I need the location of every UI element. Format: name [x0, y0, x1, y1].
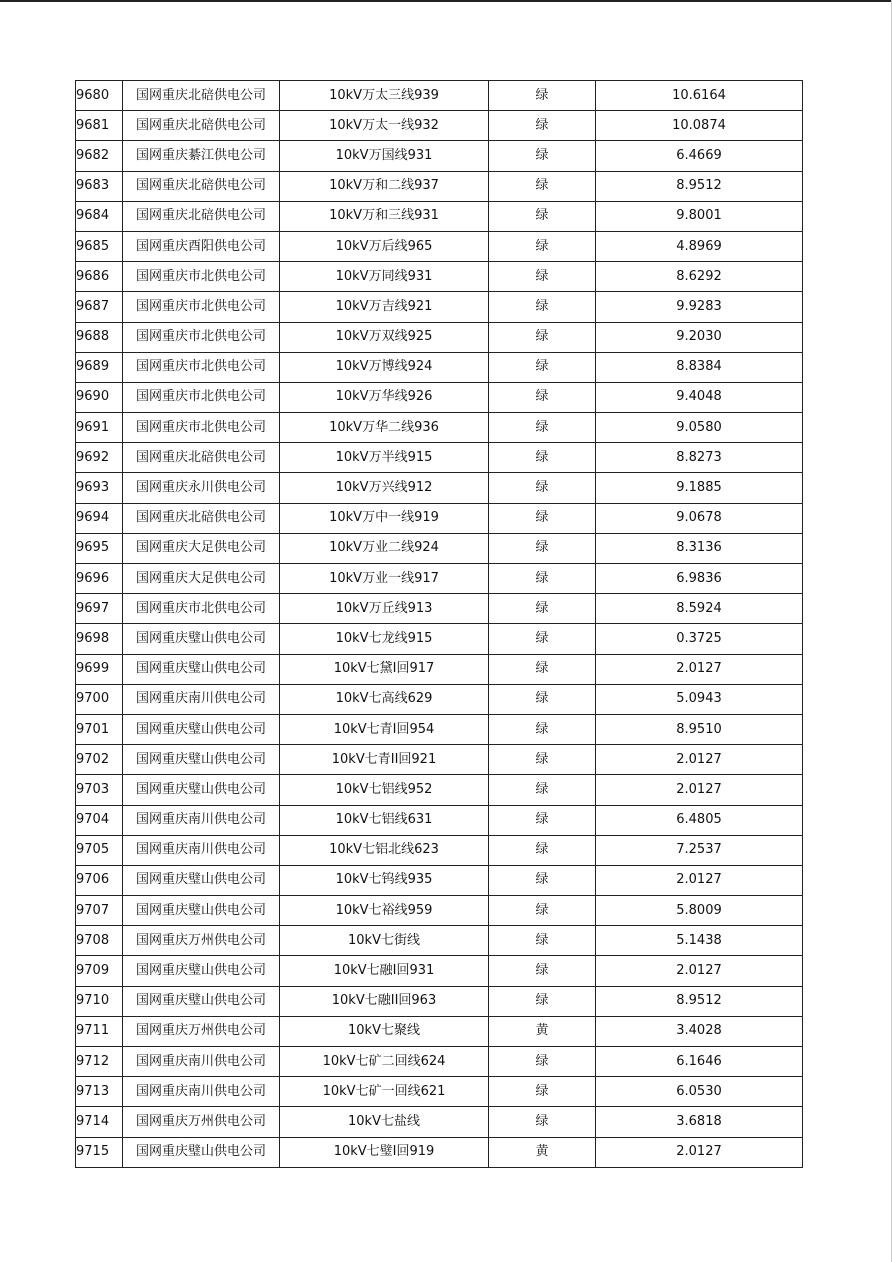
table-row: [76, 352, 803, 382]
company-cell: 国网重庆璧山供电公司: [123, 714, 280, 744]
value-cell: 6.0530: [596, 1077, 803, 1107]
status-cell: 绿: [489, 141, 596, 171]
company-cell: 国网重庆璧山供电公司: [123, 896, 280, 926]
status-cell: 绿: [489, 956, 596, 986]
line-name-cell: 10kV万中一线919: [280, 503, 489, 533]
line-name-cell: 10kV万业一线917: [280, 564, 489, 594]
status-cell: 绿: [489, 533, 596, 563]
table-row: [76, 926, 803, 956]
row-number-cell: 9684: [76, 201, 123, 231]
table-row: [76, 835, 803, 865]
row-number-cell: 9715: [76, 1137, 123, 1167]
company-cell: 国网重庆南川供电公司: [123, 1047, 280, 1077]
line-name-cell: 10kV七裕线959: [280, 896, 489, 926]
company-cell: 国网重庆市北供电公司: [123, 413, 280, 443]
line-name-cell: 10kV万太三线939: [280, 81, 489, 111]
value-cell: 8.6292: [596, 262, 803, 292]
company-cell: 国网重庆市北供电公司: [123, 594, 280, 624]
line-name-cell: 10kV万太一线932: [280, 111, 489, 141]
company-cell: 国网重庆大足供电公司: [123, 533, 280, 563]
company-cell: 国网重庆永川供电公司: [123, 473, 280, 503]
status-cell: 绿: [489, 654, 596, 684]
line-name-cell: 10kV七街线: [280, 926, 489, 956]
status-cell: 绿: [489, 201, 596, 231]
row-number-cell: 9681: [76, 111, 123, 141]
table-row: [76, 805, 803, 835]
table-row: [76, 1016, 803, 1046]
line-name-cell: 10kV七矿一回线621: [280, 1077, 489, 1107]
company-cell: 国网重庆南川供电公司: [123, 835, 280, 865]
value-cell: 2.0127: [596, 865, 803, 895]
table-row: [76, 262, 803, 292]
status-cell: 绿: [489, 714, 596, 744]
status-cell: 绿: [489, 564, 596, 594]
row-number-cell: 9707: [76, 896, 123, 926]
company-cell: 国网重庆南川供电公司: [123, 1077, 280, 1107]
line-name-cell: 10kV七黛I回917: [280, 654, 489, 684]
line-name-cell: 10kV七高线629: [280, 684, 489, 714]
line-name-cell: 10kV七融II回963: [280, 986, 489, 1016]
value-cell: 8.8273: [596, 443, 803, 473]
table-row: [76, 503, 803, 533]
row-number-cell: 9710: [76, 986, 123, 1016]
line-name-cell: 10kV万吉线921: [280, 292, 489, 322]
line-name-cell: 10kV万和二线937: [280, 171, 489, 201]
line-name-cell: 10kV七聚线: [280, 1016, 489, 1046]
company-cell: 国网重庆市北供电公司: [123, 352, 280, 382]
row-number-cell: 9700: [76, 684, 123, 714]
line-name-cell: 10kV万兴线912: [280, 473, 489, 503]
company-cell: 国网重庆璧山供电公司: [123, 865, 280, 895]
line-name-cell: 10kV七青I回954: [280, 714, 489, 744]
row-number-cell: 9705: [76, 835, 123, 865]
row-number-cell: 9688: [76, 322, 123, 352]
line-name-cell: 10kV七钨线935: [280, 865, 489, 895]
value-cell: 5.8009: [596, 896, 803, 926]
value-cell: 7.2537: [596, 835, 803, 865]
row-number-cell: 9702: [76, 745, 123, 775]
status-cell: 绿: [489, 926, 596, 956]
company-cell: 国网重庆万州供电公司: [123, 926, 280, 956]
line-name-cell: 10kV万博线924: [280, 352, 489, 382]
value-cell: 6.4805: [596, 805, 803, 835]
table-row: [76, 1077, 803, 1107]
table-row: [76, 624, 803, 654]
table-row: [76, 956, 803, 986]
table-row: [76, 201, 803, 231]
status-cell: 绿: [489, 322, 596, 352]
row-number-cell: 9693: [76, 473, 123, 503]
value-cell: 8.9512: [596, 171, 803, 201]
row-number-cell: 9690: [76, 382, 123, 412]
company-cell: 国网重庆北碚供电公司: [123, 81, 280, 111]
line-name-cell: 10kV七盐线: [280, 1107, 489, 1137]
status-cell: 绿: [489, 745, 596, 775]
line-name-cell: 10kV万业二线924: [280, 533, 489, 563]
status-cell: 绿: [489, 986, 596, 1016]
table-row: [76, 141, 803, 171]
line-name-cell: 10kV万同线931: [280, 262, 489, 292]
company-cell: 国网重庆璧山供电公司: [123, 1137, 280, 1167]
company-cell: 国网重庆南川供电公司: [123, 805, 280, 835]
table-row: [76, 292, 803, 322]
status-cell: 绿: [489, 443, 596, 473]
table-row: [76, 171, 803, 201]
company-cell: 国网重庆市北供电公司: [123, 382, 280, 412]
status-cell: 绿: [489, 1107, 596, 1137]
status-cell: 黄: [489, 1137, 596, 1167]
value-cell: 3.4028: [596, 1016, 803, 1046]
company-cell: 国网重庆北碚供电公司: [123, 443, 280, 473]
value-cell: 2.0127: [596, 775, 803, 805]
row-number-cell: 9709: [76, 956, 123, 986]
value-cell: 9.0580: [596, 413, 803, 443]
company-cell: 国网重庆璧山供电公司: [123, 624, 280, 654]
company-cell: 国网重庆市北供电公司: [123, 292, 280, 322]
company-cell: 国网重庆酉阳供电公司: [123, 231, 280, 261]
value-cell: 2.0127: [596, 654, 803, 684]
row-number-cell: 9703: [76, 775, 123, 805]
row-number-cell: 9692: [76, 443, 123, 473]
table-row: [76, 1107, 803, 1137]
table-row: [76, 1047, 803, 1077]
status-cell: 绿: [489, 413, 596, 443]
value-cell: 9.4048: [596, 382, 803, 412]
power-line-table: [75, 80, 803, 1168]
value-cell: 8.3136: [596, 533, 803, 563]
value-cell: 3.6818: [596, 1107, 803, 1137]
table-row: [76, 896, 803, 926]
value-cell: 9.0678: [596, 503, 803, 533]
table-row: [76, 684, 803, 714]
value-cell: 2.0127: [596, 1137, 803, 1167]
value-cell: 10.6164: [596, 81, 803, 111]
status-cell: 绿: [489, 352, 596, 382]
table-row: [76, 322, 803, 352]
company-cell: 国网重庆万州供电公司: [123, 1016, 280, 1046]
line-name-cell: 10kV七璧I回919: [280, 1137, 489, 1167]
line-name-cell: 10kV万华线926: [280, 382, 489, 412]
status-cell: 黄: [489, 1016, 596, 1046]
value-cell: 8.9510: [596, 714, 803, 744]
line-name-cell: 10kV万国线931: [280, 141, 489, 171]
company-cell: 国网重庆北碚供电公司: [123, 111, 280, 141]
table-row: [76, 986, 803, 1016]
status-cell: 绿: [489, 171, 596, 201]
table-row: [76, 865, 803, 895]
value-cell: 9.8001: [596, 201, 803, 231]
status-cell: 绿: [489, 473, 596, 503]
company-cell: 国网重庆北碚供电公司: [123, 171, 280, 201]
company-cell: 国网重庆市北供电公司: [123, 322, 280, 352]
value-cell: 9.9283: [596, 292, 803, 322]
row-number-cell: 9711: [76, 1016, 123, 1046]
table-row: [76, 654, 803, 684]
status-cell: 绿: [489, 865, 596, 895]
value-cell: 6.1646: [596, 1047, 803, 1077]
table-row: [76, 382, 803, 412]
status-cell: 绿: [489, 81, 596, 111]
company-cell: 国网重庆璧山供电公司: [123, 986, 280, 1016]
status-cell: 绿: [489, 624, 596, 654]
status-cell: 绿: [489, 594, 596, 624]
value-cell: 5.0943: [596, 684, 803, 714]
status-cell: 绿: [489, 292, 596, 322]
row-number-cell: 9697: [76, 594, 123, 624]
line-name-cell: 10kV万半线915: [280, 443, 489, 473]
line-name-cell: 10kV万后线965: [280, 231, 489, 261]
row-number-cell: 9691: [76, 413, 123, 443]
status-cell: 绿: [489, 111, 596, 141]
row-number-cell: 9686: [76, 262, 123, 292]
table-body: [76, 81, 803, 1168]
status-cell: 绿: [489, 503, 596, 533]
table-row: [76, 413, 803, 443]
company-cell: 国网重庆大足供电公司: [123, 564, 280, 594]
row-number-cell: 9704: [76, 805, 123, 835]
row-number-cell: 9698: [76, 624, 123, 654]
row-number-cell: 9706: [76, 865, 123, 895]
status-cell: 绿: [489, 382, 596, 412]
line-name-cell: 10kV七青II回921: [280, 745, 489, 775]
value-cell: 2.0127: [596, 745, 803, 775]
value-cell: 10.0874: [596, 111, 803, 141]
row-number-cell: 9685: [76, 231, 123, 261]
line-name-cell: 10kV七融I回931: [280, 956, 489, 986]
value-cell: 0.3725: [596, 624, 803, 654]
line-name-cell: 10kV七龙线915: [280, 624, 489, 654]
value-cell: 8.9512: [596, 986, 803, 1016]
status-cell: 绿: [489, 896, 596, 926]
table-row: [76, 111, 803, 141]
status-cell: 绿: [489, 1047, 596, 1077]
table-row: [76, 81, 803, 111]
company-cell: 国网重庆北碚供电公司: [123, 201, 280, 231]
value-cell: 9.1885: [596, 473, 803, 503]
line-name-cell: 10kV七矿二回线624: [280, 1047, 489, 1077]
row-number-cell: 9708: [76, 926, 123, 956]
row-number-cell: 9713: [76, 1077, 123, 1107]
line-name-cell: 10kV万华二线936: [280, 413, 489, 443]
table-row: [76, 745, 803, 775]
value-cell: 8.8384: [596, 352, 803, 382]
row-number-cell: 9712: [76, 1047, 123, 1077]
row-number-cell: 9699: [76, 654, 123, 684]
row-number-cell: 9694: [76, 503, 123, 533]
line-name-cell: 10kV万和三线931: [280, 201, 489, 231]
table-row: [76, 714, 803, 744]
status-cell: 绿: [489, 231, 596, 261]
row-number-cell: 9701: [76, 714, 123, 744]
table-row: [76, 533, 803, 563]
company-cell: 国网重庆璧山供电公司: [123, 654, 280, 684]
row-number-cell: 9682: [76, 141, 123, 171]
row-number-cell: 9683: [76, 171, 123, 201]
value-cell: 6.9836: [596, 564, 803, 594]
table-row: [76, 473, 803, 503]
table-row: [76, 231, 803, 261]
status-cell: 绿: [489, 684, 596, 714]
row-number-cell: 9689: [76, 352, 123, 382]
company-cell: 国网重庆綦江供电公司: [123, 141, 280, 171]
status-cell: 绿: [489, 835, 596, 865]
company-cell: 国网重庆璧山供电公司: [123, 956, 280, 986]
value-cell: 4.8969: [596, 231, 803, 261]
line-name-cell: 10kV七铝北线623: [280, 835, 489, 865]
line-name-cell: 10kV万丘线913: [280, 594, 489, 624]
company-cell: 国网重庆万州供电公司: [123, 1107, 280, 1137]
company-cell: 国网重庆北碚供电公司: [123, 503, 280, 533]
row-number-cell: 9696: [76, 564, 123, 594]
row-number-cell: 9687: [76, 292, 123, 322]
row-number-cell: 9680: [76, 81, 123, 111]
row-number-cell: 9695: [76, 533, 123, 563]
value-cell: 9.2030: [596, 322, 803, 352]
company-cell: 国网重庆璧山供电公司: [123, 745, 280, 775]
company-cell: 国网重庆南川供电公司: [123, 684, 280, 714]
company-cell: 国网重庆璧山供电公司: [123, 775, 280, 805]
line-name-cell: 10kV万双线925: [280, 322, 489, 352]
table-row: [76, 564, 803, 594]
status-cell: 绿: [489, 1077, 596, 1107]
table-row: [76, 1137, 803, 1167]
status-cell: 绿: [489, 805, 596, 835]
table-row: [76, 443, 803, 473]
company-cell: 国网重庆市北供电公司: [123, 262, 280, 292]
status-cell: 绿: [489, 262, 596, 292]
value-cell: 2.0127: [596, 956, 803, 986]
value-cell: 8.5924: [596, 594, 803, 624]
value-cell: 6.4669: [596, 141, 803, 171]
line-name-cell: 10kV七铝线631: [280, 805, 489, 835]
table-row: [76, 775, 803, 805]
page-top-border: [0, 0, 892, 2]
status-cell: 绿: [489, 775, 596, 805]
value-cell: 5.1438: [596, 926, 803, 956]
table-row: [76, 594, 803, 624]
row-number-cell: 9714: [76, 1107, 123, 1137]
line-name-cell: 10kV七铝线952: [280, 775, 489, 805]
